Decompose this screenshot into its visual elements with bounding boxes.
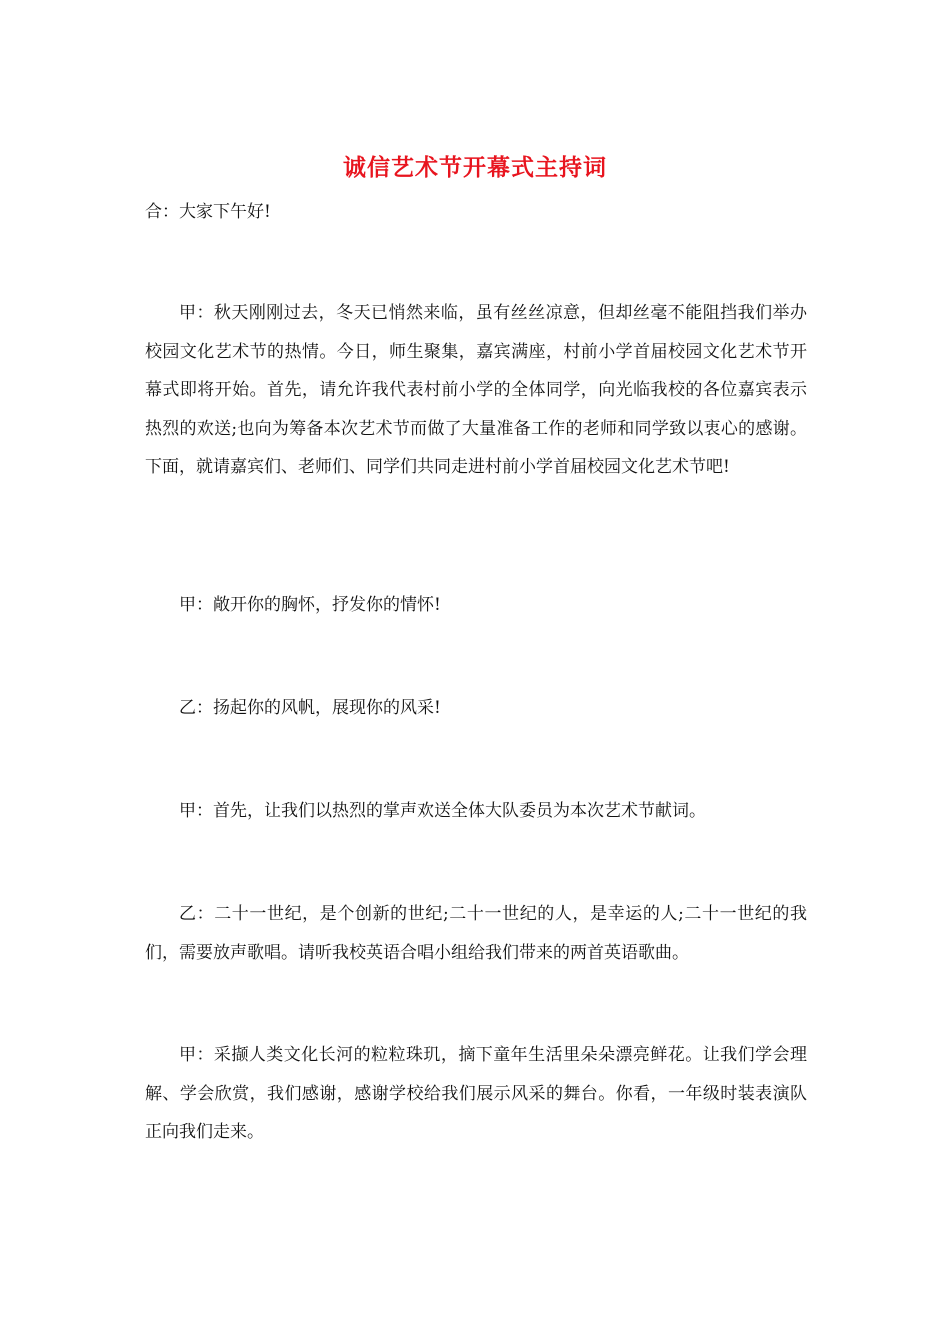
- paragraph-2: 甲：敞开你的胸怀，抒发你的情怀!: [179, 595, 441, 615]
- paragraph-6: 甲：采撷人类文化长河的粒粒珠玑，摘下童年生活里朵朵漂亮鲜花。让我们学会理解、学会欣赏，我们感谢，感谢学校给我们展示风采的舞台。你看，一年级时装表演队正向我们走来。: [145, 1045, 807, 1142]
- paragraph-4: 甲：首先，让我们以热烈的掌声欢送全体大队委员为本次艺术节献词。: [179, 801, 706, 821]
- paragraph-5: 乙：二十一世纪，是个创新的世纪;二十一世纪的人，是幸运的人;二十一世纪的我们，需要放声歌唱。请听我校英语合唱小组给我们带来的两首英语歌曲。: [145, 904, 807, 963]
- document-title: 诚信艺术节开幕式主持词: [343, 154, 607, 181]
- greeting-line: 合：大家下午好!: [145, 202, 271, 222]
- paragraph-1: 甲：秋天刚刚过去，冬天已悄然来临，虽有丝丝凉意，但却丝毫不能阻挡我们举办校园文化艺术节的热情。今日，师生聚集，嘉宾满座，村前小学首届校园文化艺术节开幕式即将开始。首先，请允许我代表村前小学的全体同学，向光临我校的各位嘉宾表示热烈的欢送;也向为筹备本次艺术节而做了大量准备工作的老师和同学致以衷心的感谢。下面，就请嘉宾们、老师们、同学们共同走进村前小学首届校园文化艺术节吧!: [145, 303, 807, 477]
- paragraph-3: 乙：扬起你的风帆，展现你的风采!: [179, 698, 441, 718]
